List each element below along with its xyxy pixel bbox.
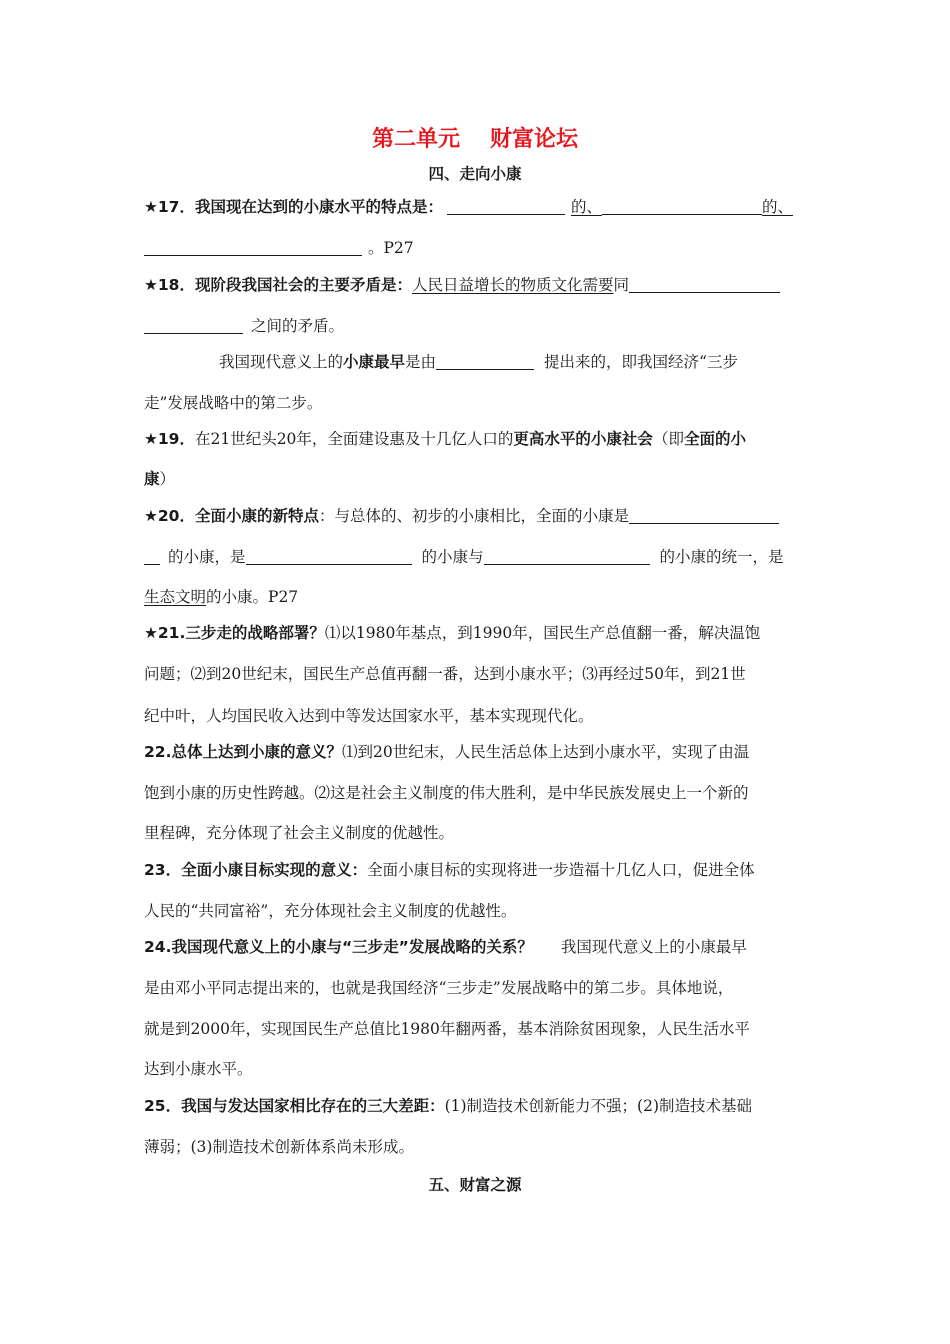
fill-blank — [144, 237, 362, 256]
q22-line-3: 里程碑，充分体现了社会主义制度的优越性。 — [144, 824, 455, 842]
unit-title — [0, 122, 950, 153]
q18-line-1: ★18．现阶段我国社会的主要矛盾是：人民日益增长的物质文化需要同 — [144, 273, 780, 297]
fill-blank — [447, 196, 565, 215]
q24-line-3: 就是到2000年，实现国民生产总值比1980年翻两番，基本消除贫困现象，人民生活水平 — [144, 1020, 750, 1038]
fill-blank — [144, 315, 243, 334]
q19-line-2: 康） — [144, 470, 176, 488]
q22-line-1: 22.总体上达到小康的意义？⑴到20世纪末，人民生活总体上达到小康水平，实现了由温 — [144, 743, 750, 761]
q23-line-2: 人民的“共同富裕”，充分体现社会主义制度的优越性。 — [144, 902, 517, 920]
unit-title-number: 第二单元 — [371, 127, 460, 152]
unit-title-name: 财富论坛 — [490, 127, 579, 152]
q19-line-1: ★19．在21世纪头20年，全面建设惠及十几亿人口的更高水平的小康社会（即全面的小 — [144, 430, 746, 448]
section-heading-5: 五、财富之源 — [428, 1176, 522, 1194]
q20-line-3: 生态文明的小康。P27 — [144, 588, 299, 606]
fill-blank — [246, 546, 412, 565]
fill-blank — [484, 546, 650, 565]
q24-line-1: 24.我国现代意义上的小康与“三步走”发展战略的关系？ 我国现代意义上的小康最早 — [144, 938, 747, 956]
q21-line-2: 问题；⑵到20世纪末，国民生产总值再翻一番，达到小康水平；⑶再经过50年，到21世 — [144, 665, 746, 683]
q25-line-2: 薄弱；(3)制造技术创新体系尚未形成。 — [144, 1138, 414, 1156]
fill-blank — [629, 505, 779, 524]
q18-line-2: 之间的矛盾。 — [144, 314, 344, 338]
q21-line-1: ★21.三步走的战略部署？⑴以1980年基点，到1990年，国民生产总值翻一番，解决温饱 — [144, 624, 761, 642]
q22-line-2: 饱到小康的历史性跨越。⑵这是社会主义制度的伟大胜利，是中华民族发展史上一个新的 — [144, 784, 749, 802]
q25-line-1: 25．我国与发达国家相比存在的三大差距：(1)制造技术创新能力不强；(2)制造技术基础 — [144, 1097, 752, 1115]
fill-blank — [144, 546, 160, 565]
q17-line-1: ★17．我国现在达到的小康水平的特点是： 的、 的、 — [144, 198, 793, 216]
fill-blank — [602, 196, 762, 215]
q24-line-2: 是由邓小平同志提出来的，也就是我国经济“三步走”发展战略中的第二步。具体地说， — [144, 979, 734, 997]
q20-line-2: 的小康，是 的小康与 的小康的统一，是 — [144, 545, 784, 569]
q24-line-4: 达到小康水平。 — [144, 1060, 253, 1078]
q17-line-2: 。P27 — [144, 236, 414, 260]
q23-line-1: 23．全面小康目标实现的意义：全面小康目标的实现将进一步造福十几亿人口，促进全体 — [144, 861, 755, 879]
fill-blank — [436, 351, 534, 370]
fill-blank — [629, 274, 780, 293]
p18b-line-2: 走”发展战略中的第二步。 — [144, 394, 323, 412]
q20-line-1: ★20．全面小康的新特点：与总体的、初步的小康相比，全面的小康是 — [144, 504, 779, 528]
q21-line-3: 纪中叶，人均国民收入达到中等发达国家水平，基本实现现代化。 — [144, 707, 594, 725]
section-heading-4: 四、走向小康 — [428, 165, 522, 183]
p18b-line-1: 我国现代意义上的小康最早是由 提出来的，即我国经济“三步 — [219, 353, 738, 371]
